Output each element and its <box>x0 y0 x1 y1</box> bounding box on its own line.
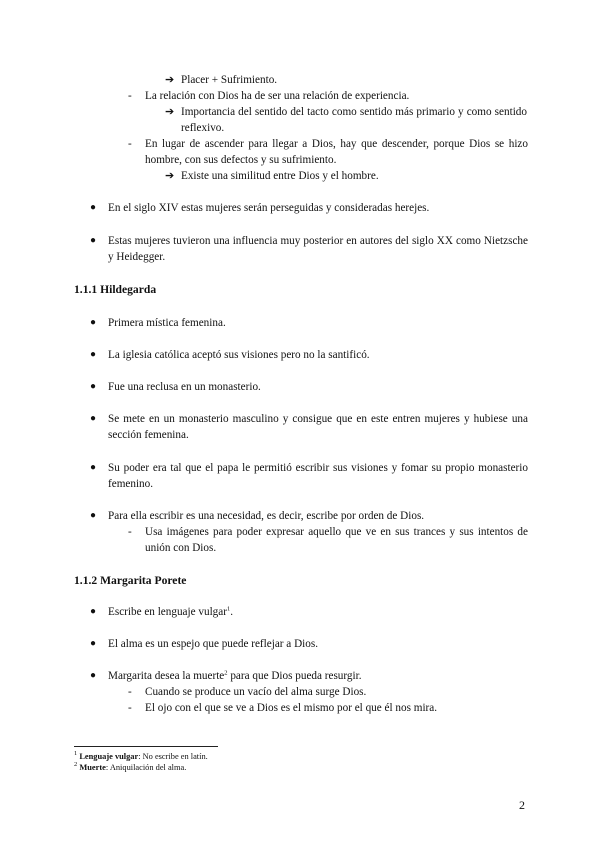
bullet-text: Estas mujeres tuvieron una influencia muy posterior en autores del siglo XX como Nietzsche y Heidegger. <box>108 235 528 263</box>
section-heading: 1.1.2 Margarita Porete <box>74 574 187 587</box>
footnote-separator <box>74 746 218 747</box>
arrow-icon: ➔ <box>165 170 175 182</box>
bullet-icon: ● <box>90 202 97 213</box>
dash-marker: - <box>128 138 132 150</box>
footnote-text: : Aniquilación del alma. <box>105 763 187 772</box>
section-heading: 1.1.1 Hildegarda <box>74 283 157 296</box>
arrow-item <box>165 104 527 136</box>
arrow-text: Importancia del sentido del tacto como sentido más primario y como sentido reflexivo. <box>181 106 527 134</box>
bullet-icon: ● <box>90 670 97 681</box>
footnote-ref[interactable]: 2 <box>224 669 228 677</box>
dash-text: Cuando se produce un vacío del alma surge Dios. <box>145 686 367 698</box>
dash-marker: - <box>128 686 132 698</box>
dash-text: En lugar de ascender para llegar a Dios, hay que descender, porque Dios se hizo hombre, con sus defectos y su sufrimiento. <box>145 138 528 166</box>
bullet-text: La iglesia católica aceptó sus visiones pero no la santificó. <box>108 349 370 361</box>
bullet-text: Fue una reclusa en un monasterio. <box>108 381 261 393</box>
bullet-text: Margarita desea la muerte$^2$ para que Dios pueda resurgir. <box>108 669 362 682</box>
dash-marker: - <box>128 702 132 714</box>
bullet-icon: ● <box>90 462 97 473</box>
bullet-icon: ● <box>90 235 97 246</box>
arrow-icon: ➔ <box>165 106 175 118</box>
bullet-item <box>90 411 528 443</box>
page-number: 2 <box>519 798 525 812</box>
bullet-icon: ● <box>90 606 97 617</box>
dash-item <box>128 524 528 556</box>
dash-text: La relación con Dios ha de ser una relación de experiencia. <box>145 90 410 102</box>
dash-marker: - <box>128 526 132 538</box>
bullet-text: El alma es un espejo que puede reflejar a Dios. <box>108 638 318 650</box>
dash-marker: - <box>128 90 132 102</box>
bullet-icon: ● <box>90 349 97 360</box>
footnote <box>74 762 186 773</box>
dash-text: Usa imágenes para poder expresar aquello que ve en sus trances y sus intentos de unión con Dios. <box>145 526 528 554</box>
bullet-text: Para ella escribir es una necesidad, es decir, escribe por orden de Dios. <box>108 510 425 522</box>
bullet-text: Escribe en lenguaje vulgar$^1$. <box>108 605 234 618</box>
arrow-text: Placer + Sufrimiento. <box>181 74 278 86</box>
bullet-text: Primera mística femenina. <box>108 317 226 329</box>
bullet-icon: ● <box>90 638 97 649</box>
dash-item <box>128 136 528 168</box>
bullet-text: Su poder era tal que el papa le permitió escribir sus visiones y fomar su propio monasterio femenino. <box>108 462 528 490</box>
bullet-text: Se mete en un monasterio masculino y consigue que en este entren mujeres y hubiese una sección femenina. <box>108 413 528 441</box>
bullet-icon: ● <box>90 510 97 521</box>
footnote-number: 1 <box>74 750 78 758</box>
bullet-text: En el siglo XIV estas mujeres serán perseguidas y consideradas herejes. <box>108 202 430 214</box>
footnote-text: : No escribe en latín. <box>138 752 208 761</box>
footnote-ref[interactable]: 1 <box>226 605 231 613</box>
bullet-icon: ● <box>90 381 97 392</box>
bullet-icon: ● <box>90 413 97 424</box>
footnote <box>74 751 208 762</box>
dash-text: El ojo con el que se ve a Dios es el mismo por el que él nos mira. <box>145 702 438 714</box>
bullet-icon: ● <box>90 317 97 328</box>
arrow-text: Existe una similitud entre Dios y el hombre. <box>181 170 379 182</box>
bullet-item <box>90 460 528 492</box>
footnote-number: 2 <box>74 761 78 769</box>
footnote-term: Lenguaje vulgar <box>79 752 139 761</box>
footnote-term: Muerte <box>79 763 106 772</box>
bullet-item <box>90 233 528 265</box>
arrow-icon: ➔ <box>165 74 175 86</box>
